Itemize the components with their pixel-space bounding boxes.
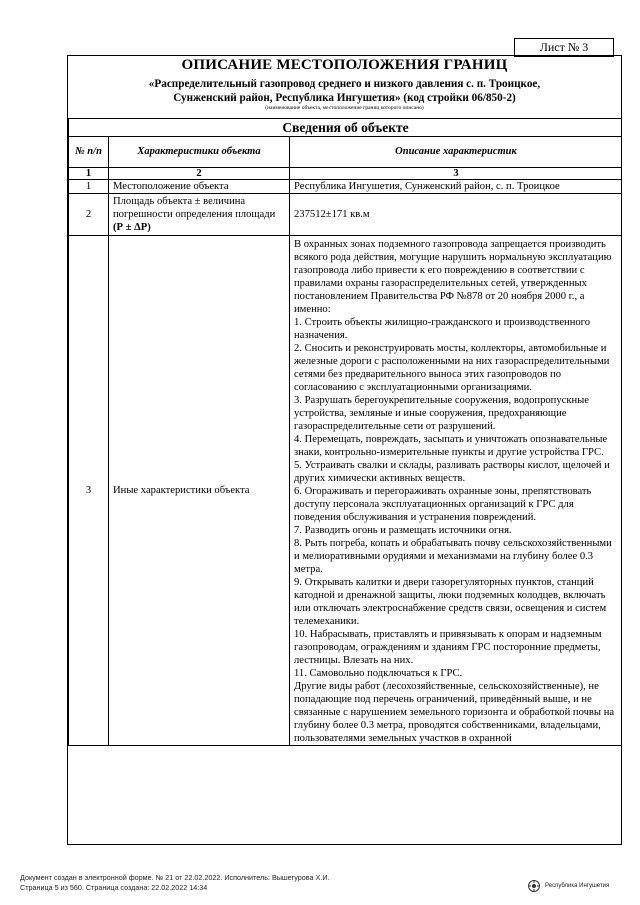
restriction-paragraph: 4. Перемещать, повреждать, засыпать и уничтожать опознавательные знаки, контрольно-измерительные пункты и другие устройства ГРС. — [294, 434, 608, 458]
row-description — [290, 236, 623, 746]
characteristic-text: Площадь объекта ± величина погрешности определения площади — [113, 196, 276, 220]
document-title: ОПИСАНИЕ МЕСТОПОЛОЖЕНИЯ ГРАНИЦ — [181, 57, 508, 73]
restriction-paragraph: 7. Разводить огонь и размещать источники огня. — [294, 525, 512, 536]
row-number: 3 — [69, 236, 109, 746]
column-header-description: Описание характеристик — [290, 137, 623, 168]
table-row — [69, 194, 623, 236]
section-title: Сведения об объекте — [69, 119, 623, 137]
restriction-paragraph: газопроводам, ограждениям и зданиям ГРС посторонние предметы, лестницы. Влезать на них. — [294, 642, 601, 666]
restriction-paragraph: 11. Самовольно подключаться к ГРС. — [294, 668, 463, 679]
row-description: 237512±171 кв.м — [290, 194, 623, 236]
subtitle-line-1: «Распределительный газопровод среднего и низкого давления с. п. Троицкое, — [148, 78, 541, 90]
restriction-paragraph: 2. Сносить и реконструировать мосты, коллекторы, автомобильные и железные дороги с расположенными на них газораспределительными сетями без предварительного выноса этих газопроводов по согласованию с эксплуатационными организациями. — [294, 343, 610, 393]
row-characteristic: Иные характеристики объекта — [109, 236, 290, 746]
column-header-characteristic: Характеристики объекта — [109, 137, 290, 168]
document-subtitle — [68, 77, 621, 105]
document-frame — [67, 55, 622, 845]
subtitle-line-2: Сунженский район, Республика Ингушетия» (код стройки 06/850-2) — [173, 92, 516, 104]
row-characteristic: Местоположение объекта — [109, 180, 290, 194]
subtitle-note: (наименование объекта, местоположение границ которого описано) — [265, 105, 424, 111]
column-number: 2 — [109, 168, 290, 180]
restriction-paragraph: Другие виды работ (лесохозяйственные, сельскохозяйственные), не попадающие под перечень ограничений, приведённый выше, и не связанные с нарушением земельного горизонта и обработкой почвы на глубину более 0.3 метра, проводятся собственниками, владельцами, пользователями земельных участков в охранной — [294, 681, 615, 744]
column-number: 3 — [290, 168, 623, 180]
restriction-paragraph: 1. Строить объекты жилищно-гражданского и производственного назначения. — [294, 317, 591, 341]
document-footer — [20, 873, 330, 893]
row-description: Республика Ингушетия, Сунженский район, с. п. Троицкое — [290, 180, 623, 194]
table-row — [69, 236, 623, 746]
restriction-paragraph: 9. Открывать калитки и двери газорегуляторных пунктов, станций катодной и дренажной защиты, люки подземных колодцев, включать или отключать электроснабжение средств связи, освещения и систем телемеханики. — [294, 577, 607, 627]
table-row — [69, 180, 623, 194]
row-number: 2 — [69, 194, 109, 236]
sheet-number: Лист № 3 — [514, 38, 614, 57]
footer-line-2: Страница 5 из 560. Страница создана: 22.02.2022 14:34 — [20, 883, 208, 892]
restriction-paragraph: 5. Устраивать свалки и склады, разливать растворы кислот, щелочей и других химически активных веществ. — [294, 460, 610, 484]
column-header-num: № п/п — [69, 137, 109, 168]
restriction-paragraph: 8. Рыть погреба, копать и обрабатывать почву сельскохозяйственными и мелиоративными орудиями и механизмами на глубину более 0.3 метра. — [294, 538, 612, 575]
logo-text: Республика Ингушетия — [545, 883, 610, 889]
restriction-paragraph: В охранных зонах подземного газопровода запрещается производить всякого рода действия, могущие нарушить нормальную эксплуатацию газопровода либо привести к его повреждению в соответствии с правилами охраны газораспределительных сетей, утвержденных постановлением Правительства РФ №878 от 20 ноября 2000 г., а именно: — [294, 239, 612, 315]
restriction-paragraph: 6. Огораживать и перегораживать охранные зоны, препятствовать доступу персонала эксплуатационных организаций к ГРС для поведения обслуживания и устранения повреждений. — [294, 486, 592, 523]
object-info-table — [68, 118, 622, 746]
emblem-icon — [527, 879, 541, 893]
restriction-paragraph: 10. Набрасывать, приставлять и привязывать к опорам и надземным — [294, 629, 602, 640]
row-number: 1 — [69, 180, 109, 194]
restriction-paragraph: 3. Разрушать берегоукрепительные сооружения, водопропускные устройства, земляные и иные сооружения, предохраняющие газораспределительные сети от разрушений. — [294, 395, 589, 432]
footer-line-1: Документ создан в электронной форме. № 21 от 22.02.2022. Исполнитель: Вышегурова Х.И. — [20, 873, 330, 882]
footer-logo — [527, 879, 609, 893]
column-number: 1 — [69, 168, 109, 180]
row-characteristic — [109, 194, 290, 236]
area-formula: (Р ± ΔР) — [113, 222, 151, 233]
